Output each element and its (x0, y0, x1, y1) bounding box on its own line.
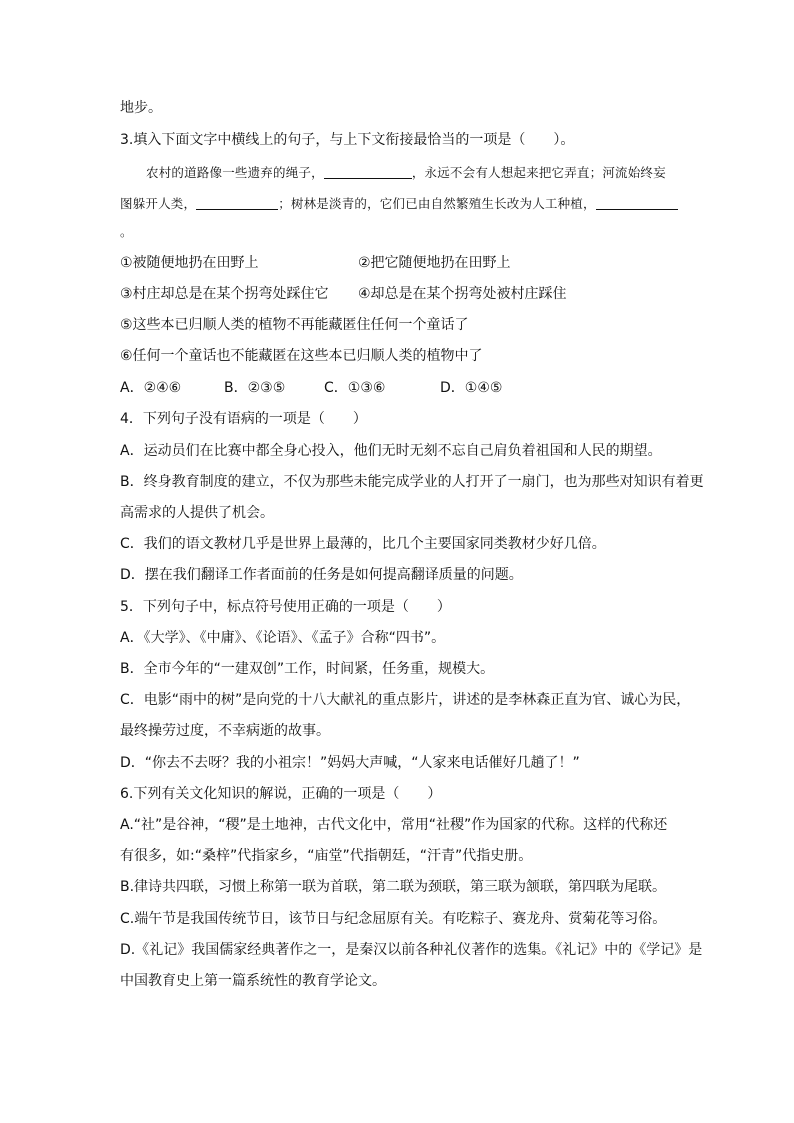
q3-option-1: ①被随便地扔在田野上 (120, 255, 259, 271)
q5-option-a: A．《大学》、《中庸》、《论语》、《孟子》合称“四书”。 (120, 630, 446, 646)
answer-blank-3 (596, 195, 678, 210)
q6-option-b: B.律诗共四联，习惯上称第一联为首联，第二联为颈联，第三联为颔联，第四联为尾联。 (120, 879, 667, 895)
q3-passage-line-2 (120, 194, 720, 214)
q3-option-6: ⑥任何一个童话也不能藏匿在这些本已归顺人类的植物中了 (120, 348, 483, 364)
q6-option-d-cont: 中国教育史上第一篇系统性的教育学论文。 (120, 973, 386, 989)
q6-option-c: C.端午节是我国传统节日，该节日与纪念屈原有关。有吃粽子、赛龙舟、赏菊花等习俗。 (120, 911, 667, 927)
answer-blank-1 (324, 164, 412, 179)
continuation-text: 地步。 (120, 100, 162, 116)
question-6-stem: 6.下列有关文化知识的解说，正确的一项是（ ） (120, 786, 442, 802)
q6-option-a: A.“社”是谷神，“稷”是土地神，古代文化中，常用“社稷”作为国家的代称。这样的代称还 (120, 817, 668, 833)
q4-option-a: A．运动员们在比赛中都全身心投入，他们无时无刻不忘自己肩负着祖国和人民的期望。 (120, 443, 662, 459)
q3-option-2: ②把它随便地扔在田野上 (358, 255, 511, 271)
question-4-stem: 4．下列句子没有语病的一项是（ ） (120, 411, 367, 427)
q3-passage-text: ；树林是淡青的，它们已由自然繁殖生长改为人工种植， (278, 196, 596, 211)
q6-option-a-cont: 有很多，如:“桑梓”代指家乡，“庙堂”代指朝廷，“汗青”代指史册。 (120, 848, 533, 864)
question-3-stem: 3.填入下面文字中横线上的句子，与上下文衔接最恰当的一项是（ ）。 (120, 132, 575, 148)
q4-option-c: C．我们的语文教材几乎是世界上最薄的，比几个主要国家同类教材少好几倍。 (120, 536, 606, 552)
q3-passage-text: 图躲开人类， (120, 196, 197, 211)
answer-blank-2 (196, 195, 278, 210)
q4-option-b-cont: 高需求的人提供了机会。 (120, 505, 274, 521)
q5-option-d: D．“你去不去呀？我的小祖宗！”妈妈大声喊，“人家来电话催好几趟了！” (120, 755, 580, 771)
q3-choice-c: C．①③⑥ (324, 380, 386, 396)
q3-passage-line-1 (146, 163, 720, 183)
q5-option-c-cont: 最终操劳过度，不幸病逝的故事。 (120, 723, 330, 739)
q3-choice-b: B．②③⑤ (224, 380, 286, 396)
q3-option-5: ⑤这些本已归顺人类的植物不再能藏匿住任何一个童话了 (120, 317, 469, 333)
q5-option-c: C．电影“雨中的树”是向党的十八大献礼的重点影片，讲述的是李林森正直为官、诚心为民， (120, 692, 691, 708)
q3-choice-a: A．②④⑥ (120, 380, 182, 396)
q3-option-3: ③村庄却总是在某个拐弯处踩住它 (120, 286, 329, 302)
q3-passage-line-3: 。 (120, 224, 133, 239)
q3-passage-text: 农村的道路像一些遗弃的绳子， (146, 165, 324, 180)
q3-option-4: ④却总是在某个拐弯处被村庄踩住 (358, 286, 567, 302)
question-5-stem: 5．下列句子中，标点符号使用正确的一项是（ ） (120, 599, 451, 615)
q5-option-b: B．全市今年的“一建双创”工作，时间紧，任务重，规模大。 (120, 661, 495, 677)
q3-choice-d: D．①④⑤ (440, 380, 503, 396)
q3-passage-text: ，永远不会有人想起来把它弄直；河流始终妄 (411, 165, 666, 180)
q4-option-d: D．摆在我们翻译工作者面前的任务是如何提高翻译质量的问题。 (120, 567, 523, 583)
q4-option-b: B．终身教育制度的建立，不仅为那些未能完成学业的人打开了一扇门，也为那些对知识有着更 (120, 474, 704, 490)
q6-option-d: D.《礼记》我国儒家经典著作之一，是秦汉以前各种礼仪著作的选集。《礼记》中的《学记》是 (120, 942, 703, 958)
